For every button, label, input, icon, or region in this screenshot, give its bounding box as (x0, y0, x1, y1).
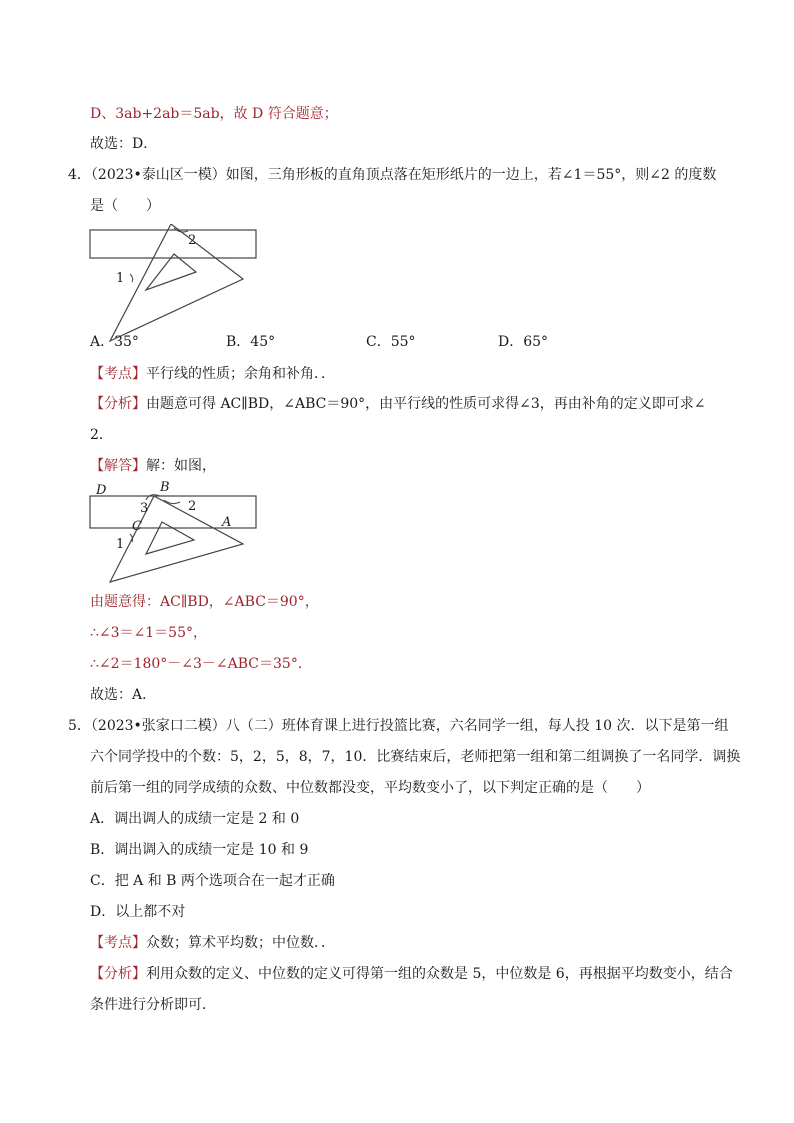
q5-number: 5． (68, 718, 91, 734)
q4-figure-1 (88, 224, 263, 346)
q4-option-b: B．45° (226, 334, 276, 350)
q4-figure-2 (88, 478, 263, 586)
q4-answer: 故选：A． (90, 687, 157, 703)
q4-step2: ∴∠3＝∠1＝55°， (90, 625, 207, 641)
angle2-label-2: 2 (188, 499, 197, 514)
triangle-inner (146, 254, 196, 290)
triangle-outer-2 (110, 496, 243, 582)
angle3-label: 3 (140, 501, 149, 516)
q5-fenxi-line1 (90, 964, 733, 984)
q4-option-c: C．55° (366, 334, 416, 350)
q3-answer (90, 134, 157, 154)
q3-option-d-analysis: D、3ab+2ab＝5ab，故 D 符合题意； (90, 106, 338, 122)
q4-step3: ∴∠2＝180°－∠3－∠ABC＝35°． (90, 656, 312, 672)
q5-fenxi-text1: 利用众数的定义、中位数的定义可得第一组的众数是 5，中位数是 6，再根据平均数变小，结合 (146, 966, 733, 982)
q4-kaodian (90, 364, 335, 384)
angle2-label: 2 (188, 233, 197, 248)
kaodian-tag: 【考点】 (90, 366, 146, 382)
q5-option-a: A．调出调人的成绩一定是 2 和 0 (90, 811, 300, 827)
q4-figure-2-svg (88, 478, 263, 586)
q5-kaodian (90, 933, 335, 953)
q4-fenxi-line1 (90, 394, 706, 414)
point-a-label: A (222, 515, 232, 530)
q5-fenxi-tag: 【分析】 (90, 966, 146, 982)
q4-fenxi-line2: 2． (90, 427, 113, 443)
q5-stem-line1 (68, 716, 729, 736)
fenxi-tag: 【分析】 (90, 396, 146, 412)
kaodian-text: 平行线的性质；余角和补角．． (146, 366, 335, 382)
q4-jieda (90, 456, 216, 476)
fenxi-text1: 由题意可得 AC∥BD，∠ABC＝90°，由平行线的性质可求得∠3，再由补角的定义即可求∠ (146, 396, 706, 412)
q5-option-d: D．以上都不对 (90, 904, 186, 920)
point-c-label: C (132, 519, 142, 534)
point-b-label: B (160, 480, 170, 495)
q5-option-c: C．把 A 和 B 两个选项合在一起才正确 (90, 873, 335, 889)
q4-stem-line2: 是（ ） (90, 198, 160, 214)
point-d-label: D (96, 483, 107, 498)
q4-stem-line1 (68, 165, 716, 185)
jieda-text: 解：如图， (146, 458, 216, 474)
q4-number: 4． (68, 167, 91, 183)
q4-option-a: A．35° (90, 334, 139, 350)
q5-option-b: B．调出调入的成绩一定是 10 和 9 (90, 842, 309, 858)
q4-stem-text1: （2023•泰山区一模）如图，三角形板的直角顶点落在矩形纸片的一边上，若∠1＝55°，则∠2 的度数 (90, 167, 717, 183)
q5-stem-line3: 前后第一组的同学成绩的众数、中位数都没变，平均数变小了，以下判定正确的是（ ） (90, 780, 650, 796)
q5-stem-text1: （2023•张家口二模）八（二）班体育课上进行投篮比赛，六名同学一组，每人投 10 次．以下是第一组 (90, 718, 729, 734)
q3-answer-text: 故选：D． (90, 136, 158, 152)
q5-stem-line2: 六个同学投中的个数：5，2，5，8，7，10．比赛结束后，老师把第一组和第二组调换了一名同学．调换 (90, 749, 741, 765)
rectangle-paper (90, 230, 256, 258)
q5-kaodian-tag: 【考点】 (90, 935, 146, 951)
q4-figure-1-svg (88, 224, 263, 346)
angle1-label: 1 (116, 271, 125, 286)
q5-fenxi-line2: 条件进行分析即可． (90, 997, 216, 1013)
jieda-tag: 【解答】 (90, 458, 146, 474)
q4-step1: 由题意得：AC∥BD，∠ABC＝90°， (90, 594, 319, 610)
triangle-outer (110, 224, 243, 341)
q4-option-d: D．65° (498, 334, 549, 350)
angle1-label-2: 1 (116, 537, 125, 552)
q5-kaodian-text: 众数；算术平均数；中位数．． (146, 935, 335, 951)
triangle-inner-2 (146, 522, 194, 554)
angle1-arc (130, 274, 133, 282)
